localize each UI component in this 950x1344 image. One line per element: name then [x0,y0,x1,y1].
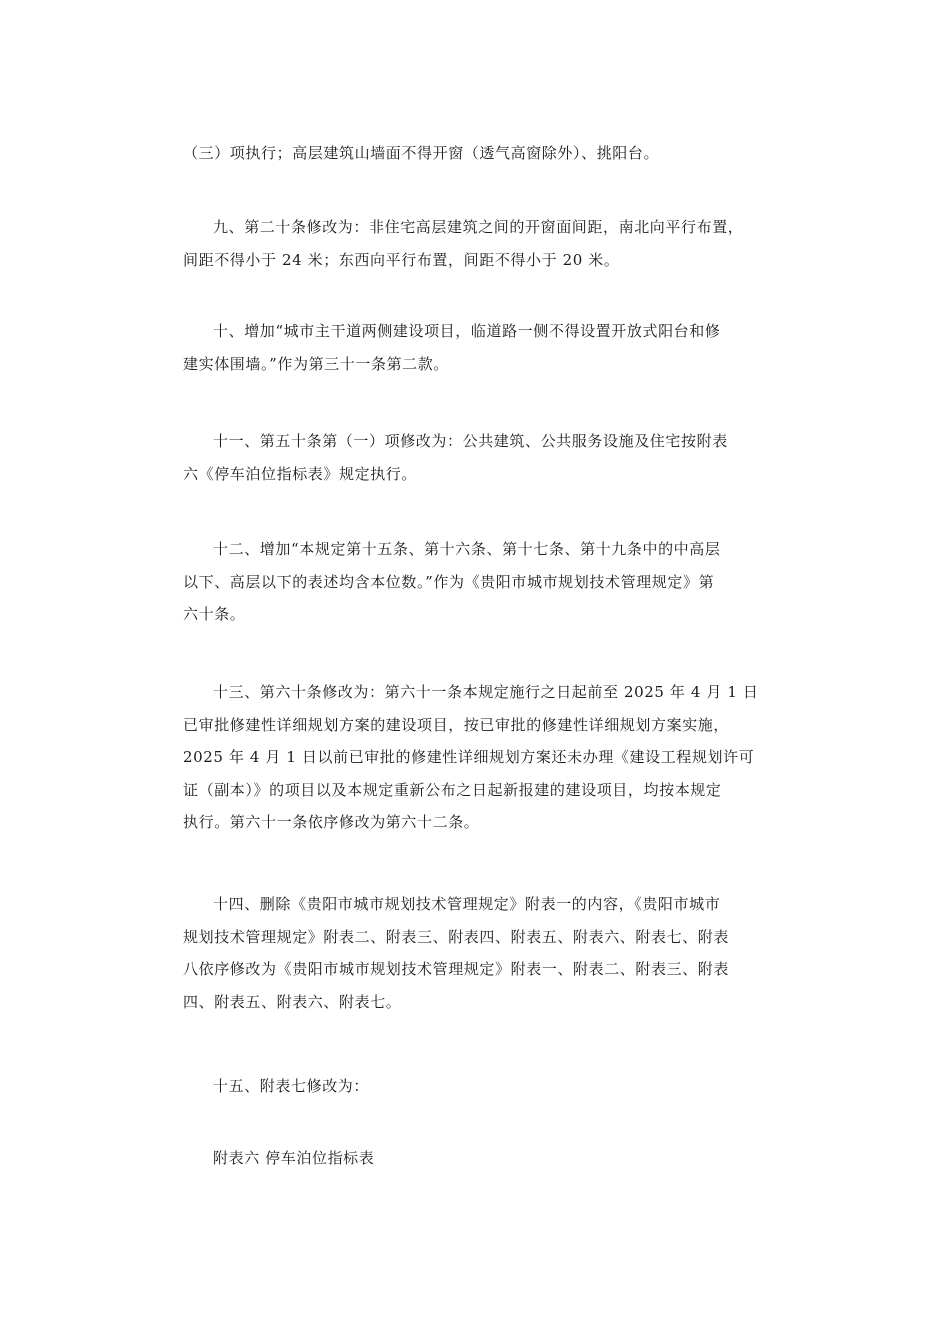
text-line: 十四、删除《贵阳市城市规划技术管理规定》附表一的内容，《贵阳市城市 [213,895,721,913]
text-line: 十、增加“城市主干道两侧建设项目，临道路一侧不得设置开放式阳台和修 [213,322,721,340]
paragraph-item-10 [183,315,783,380]
text-line: 规划技术管理规定》附表二、附表三、附表四、附表五、附表六、附表七、附表 [183,927,730,946]
text-line: 2025 年 4 月 1 日以前已审批的修建性详细规划方案还未办理《建设工程规划许可 [183,748,755,766]
text-line: 十二、增加“本规定第十五条、第十六条、第十七条、第十九条中的中高层 [213,540,721,558]
text-line: 十一、第五十条第（一）项修改为：公共建筑、公共服务设施及住宅按附表 [213,432,728,450]
text-line: 间距不得小于 24 米；东西向平行布置，间距不得小于 20 米。 [183,250,620,269]
paragraph-item-12 [183,533,783,631]
paragraph-item-9 [183,211,783,276]
text-line: 以下、高层以下的表述均含本位数。”作为《贵阳市城市规划技术管理规定》第 [183,572,715,591]
paragraph-item-13 [183,676,783,839]
text-line: 附表六 停车泊位指标表 [213,1149,375,1167]
text-line: （三）项执行；高层建筑山墙面不得开窗（透气高窗除外）、挑阳台。 [183,144,660,162]
text-line: 已审批修建性详细规划方案的建设项目，按已审批的修建性详细规划方案实施， [183,715,730,734]
text-line: 八依序修改为《贵阳市城市规划技术管理规定》附表一、附表二、附表三、附表 [183,960,730,978]
text-line: 执行。第六十一条依序修改为第六十二条。 [183,813,480,831]
paragraph-item-11 [183,425,783,490]
text-line: 六十条。 [183,605,246,623]
paragraph-continuation [183,137,783,170]
text-line: 六《停车泊位指标表》规定执行。 [183,464,418,483]
text-line: 十三、第六十条修改为：第六十一条本规定施行之日起前至 2025 年 4 月 1 日 [213,683,759,701]
text-line: 十五、附表七修改为： [213,1077,370,1095]
paragraph-item-14 [183,888,783,1018]
text-line: 四、附表五、附表六、附表七。 [183,992,402,1011]
text-line: 建实体围墙。”作为第三十一条第二款。 [183,354,449,373]
text-line: 证（副本）》的项目以及本规定重新公布之日起新报建的建设项目，均按本规定 [183,780,722,799]
paragraph-item-15 [183,1070,783,1103]
appendix-table-title [183,1142,783,1175]
text-line: 九、第二十条修改为：非住宅高层建筑之间的开窗面间距，南北向平行布置， [213,218,744,236]
